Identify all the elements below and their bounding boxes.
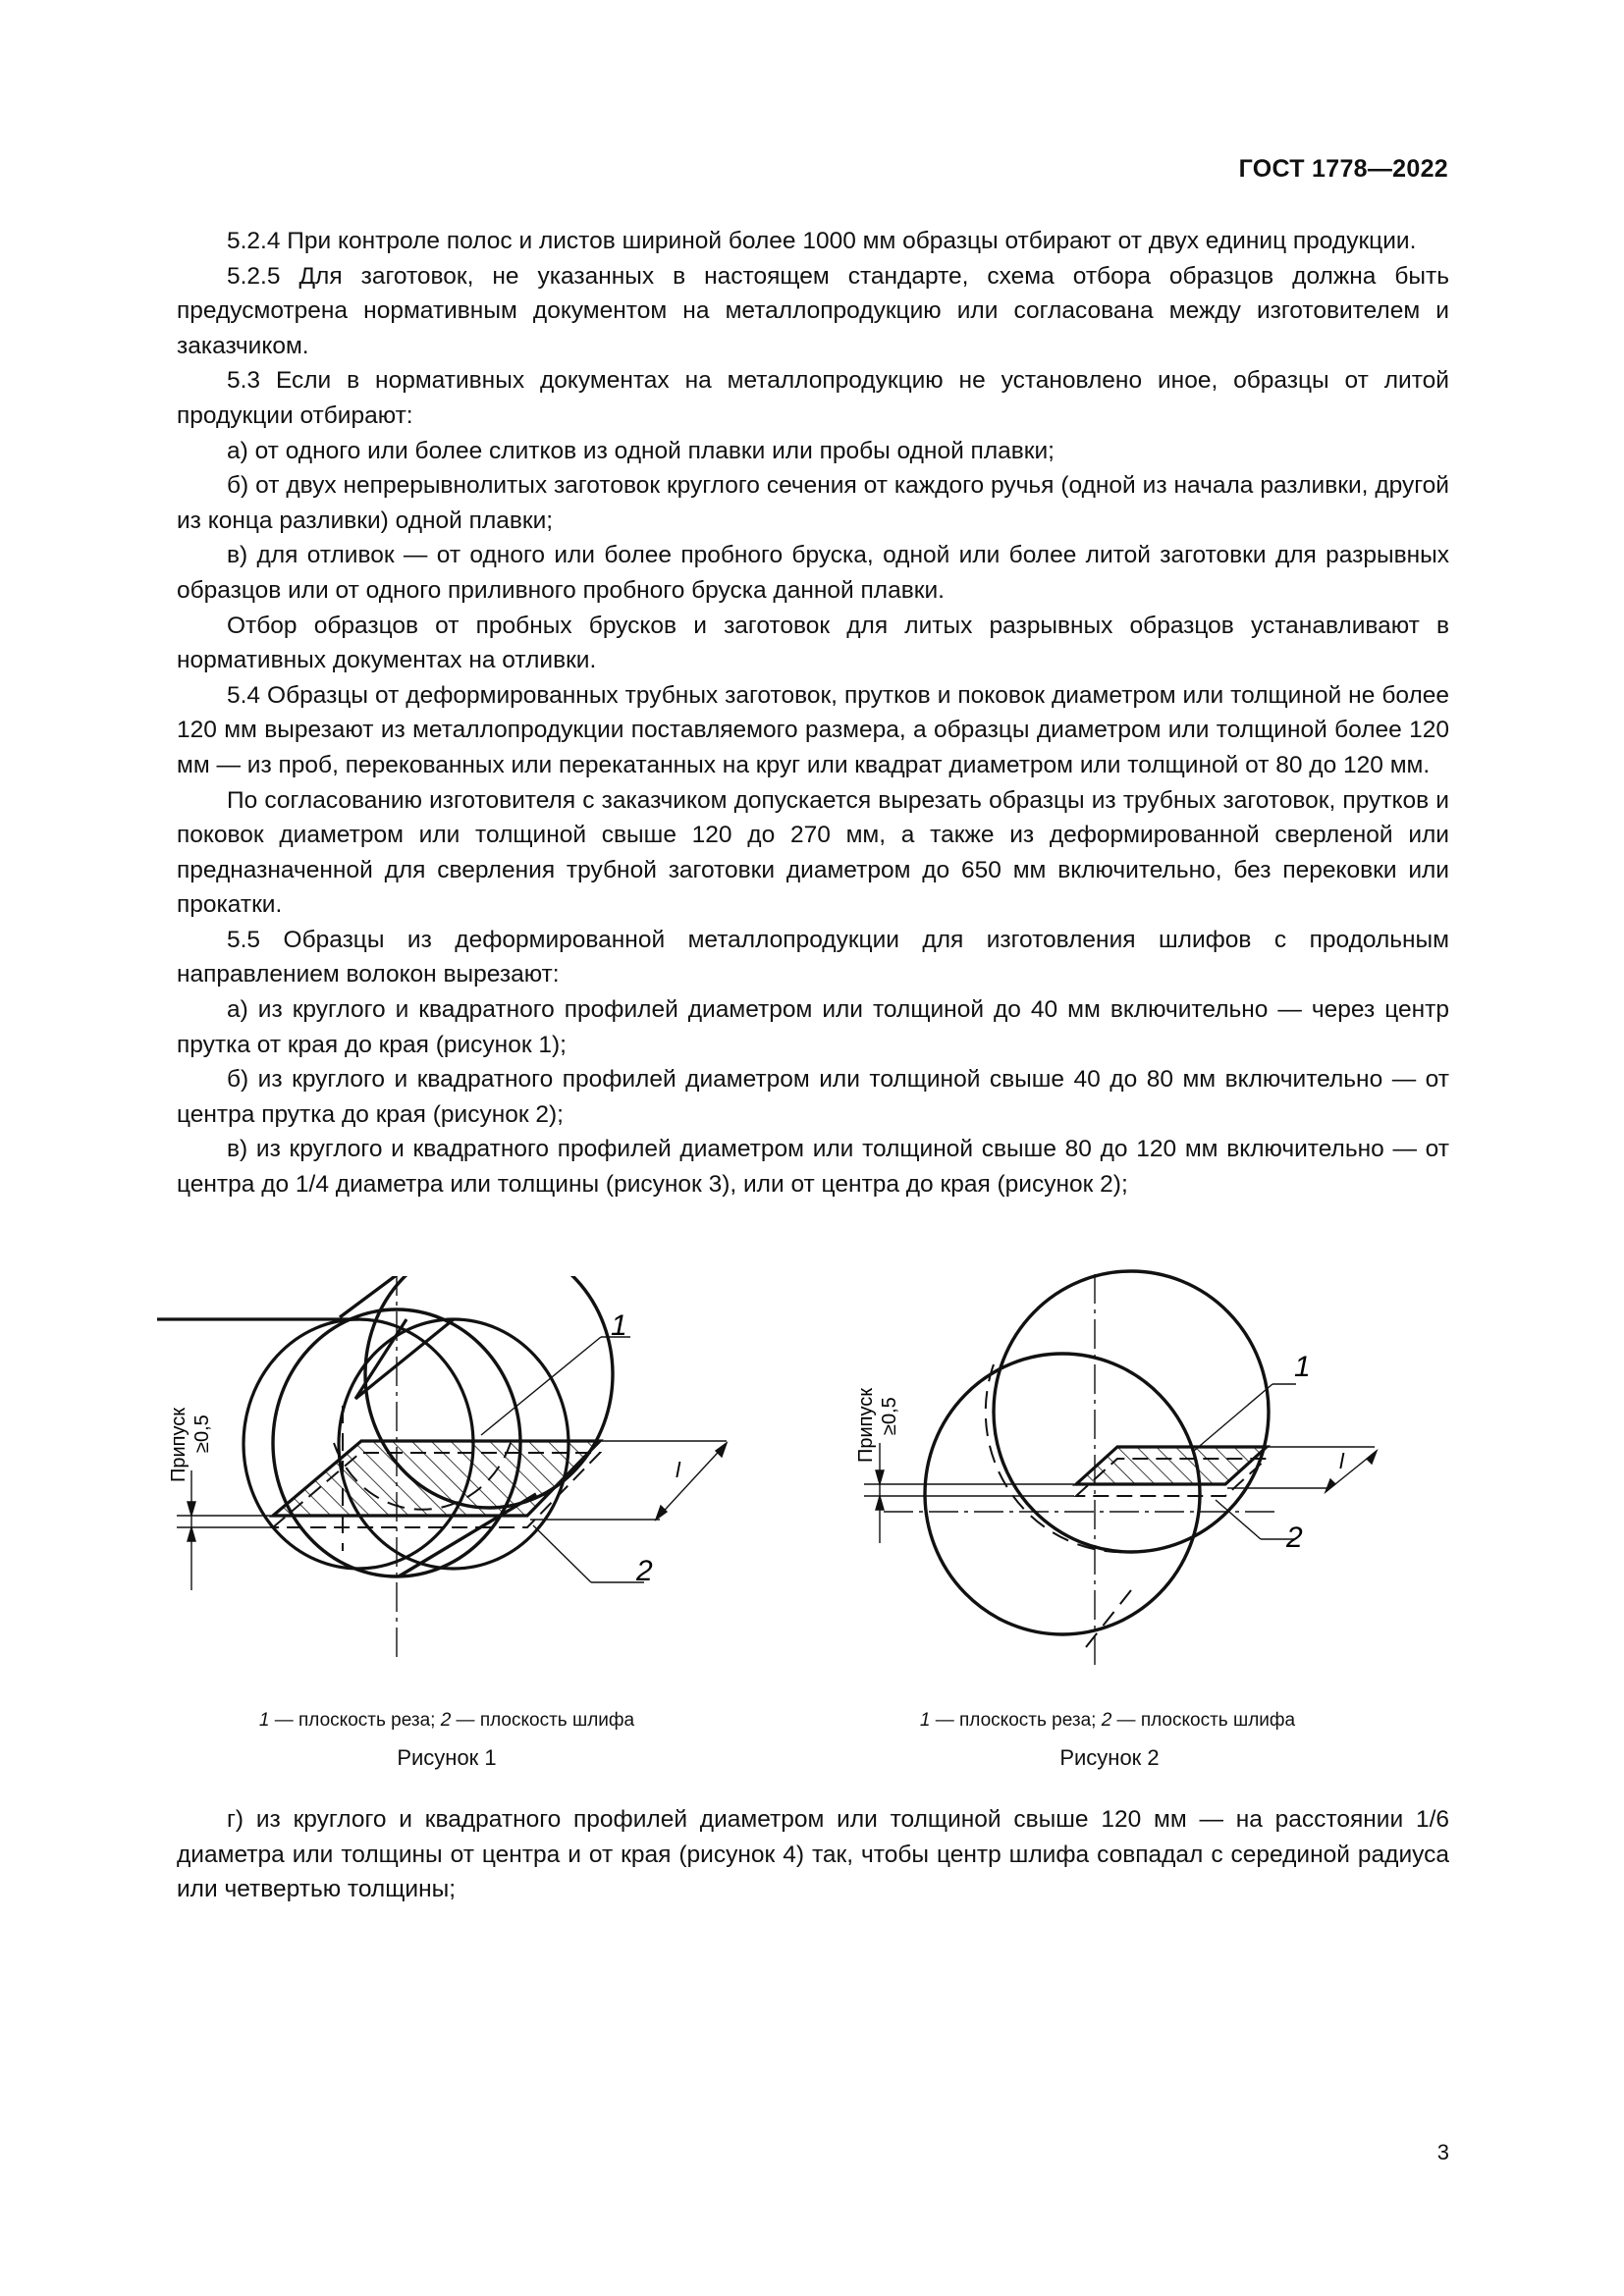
paragraph-5-5: 5.5 Образцы из деформированной металлопродукции для изготовления шлифов с продольным направлением волокон вырезают: bbox=[177, 926, 1449, 988]
legend-number-2: 2 bbox=[1101, 1710, 1112, 1731]
figure-1-title: Рисунок 1 bbox=[397, 1745, 497, 1770]
list-item-5-5-v: в) из круглого и квадратного профилей диаметром или толщиной свыше 80 до 120 мм включительно — от центра до 1/4 диаметра или толщины (рисунок 3), или от центра до края (рисунок 2); bbox=[177, 1136, 1449, 1199]
figure-1-legend bbox=[216, 1710, 677, 1732]
figure-1-drawing bbox=[157, 1276, 746, 1708]
list-item-5-5-a: а) из круглого и квадратного профилей диаметром или толщиной до 40 мм включительно — через центр прутка от края до края (рисунок 1); bbox=[177, 996, 1449, 1058]
legend-number-1: 1 bbox=[919, 1710, 931, 1731]
legend-text-1: — плоскость реза; bbox=[930, 1710, 1102, 1731]
dim-label: Припуск bbox=[855, 1387, 877, 1463]
dim-value: ≥0,5 bbox=[879, 1397, 900, 1435]
cut-plane-hatched bbox=[1076, 1447, 1267, 1484]
hidden-lines bbox=[986, 1364, 1131, 1647]
paragraph-castings: Отбор образцов от пробных брусков и заготовок для литых разрывных образцов устанавливают в нормативных документах на отливки. bbox=[177, 612, 1449, 674]
callout-1: 1 bbox=[611, 1309, 627, 1342]
callout-1: 1 bbox=[1294, 1351, 1311, 1383]
figure-2-drawing bbox=[835, 1266, 1384, 1708]
list-item-5-5-b: б) из круглого и квадратного профилей диаметром или толщиной свыше 40 до 80 мм включительно — от центра прутка до края (рисунок 2); bbox=[177, 1066, 1449, 1128]
paragraph-5-2-4: 5.2.4 При контроле полос и листов шириной более 1000 мм образцы отбирают от двух единиц продукции. bbox=[227, 228, 1417, 254]
main-text bbox=[177, 224, 1449, 1202]
length-label: l bbox=[676, 1458, 680, 1482]
text-after-figures bbox=[177, 1802, 1449, 1907]
dim-value: ≥0,5 bbox=[191, 1415, 213, 1453]
callout-2: 2 bbox=[636, 1555, 653, 1587]
paragraph-5-3: 5.3 Если в нормативных документах на металлопродукцию не установлено иное, образцы от литой продукции отбирают: bbox=[177, 367, 1449, 429]
legend-text-2: — плоскость шлифа bbox=[451, 1710, 635, 1731]
dim-label: Припуск bbox=[168, 1407, 189, 1482]
figure-2-legend bbox=[877, 1710, 1338, 1732]
paragraph-agreement: По согласованию изготовителя с заказчиком допускается вырезать образцы из трубных заготовок, прутков и поковок диаметром или толщиной свыше 120 до 270 мм, а также из деформированной сверленой или предназначенной для сверления трубной заготовки диаметром до 650 мм включительно, без перековки или прокатки. bbox=[177, 786, 1449, 919]
length-label: l bbox=[1339, 1449, 1344, 1473]
legend-number-1: 1 bbox=[258, 1710, 270, 1731]
legend-text-1: — плоскость реза; bbox=[269, 1710, 441, 1731]
figure-2-title: Рисунок 2 bbox=[1059, 1745, 1160, 1770]
list-item-b: б) от двух непрерывнолитых заготовок круглого сечения от каждого ручья (одной из начала разливки, другой из конца разливки) одной плавки; bbox=[177, 472, 1449, 534]
list-item-5-5-g: г) из круглого и квадратного профилей диаметром или толщиной свыше 120 мм — на расстоянии 1/6 диаметра или толщины от центра и от края (рисунок 4) так, чтобы центр шлифа совпадал с серединой радиуса или четвертью толщины; bbox=[177, 1806, 1449, 1903]
page-number: 3 bbox=[1436, 2140, 1449, 2164]
list-item-v: в) для отливок — от одного или более пробного бруска, одной или более литой заготовки для разрывных образцов или от одного приливного пробного бруска данной плавки. bbox=[177, 542, 1449, 604]
paragraph-5-4: 5.4 Образцы от деформированных трубных заготовок, прутков и поковок диаметром или толщиной не более 120 мм вырезают из металлопродукции поставляемого размера, а образцы диаметром или толщиной более 120 мм — из проб, перекованных или перекатанных на круг или квадрат диаметром или толщиной от 80 до 120 мм. bbox=[177, 681, 1449, 778]
paragraph-5-2-5: 5.2.5 Для заготовок, не указанных в настоящем стандарте, схема отбора образцов должна быть предусмотрена нормативным документом на металлопродукцию или согласована между изготовителем и заказчиком. bbox=[177, 262, 1449, 359]
list-item-a: а) от одного или более слитков из одной плавки или пробы одной плавки; bbox=[227, 437, 1055, 464]
legend-number-2: 2 bbox=[440, 1710, 452, 1731]
callout-2: 2 bbox=[1286, 1522, 1303, 1554]
legend-text-2: — плоскость шлифа bbox=[1111, 1710, 1296, 1731]
document-number: ГОСТ 1778—2022 bbox=[1238, 155, 1448, 183]
